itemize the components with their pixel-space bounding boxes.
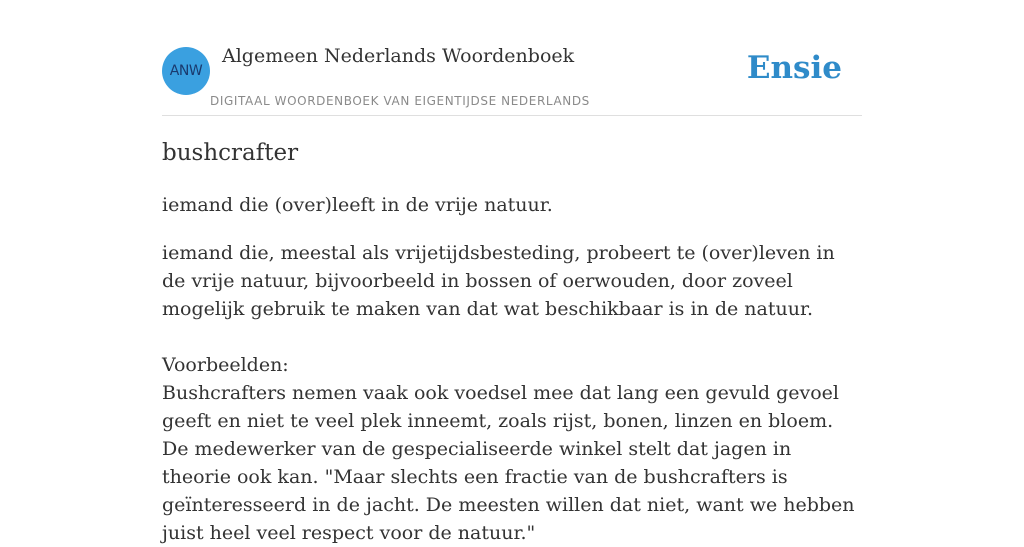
ensie-brand-link[interactable]: Ensie bbox=[746, 50, 842, 86]
example-text: Bushcrafters nemen vaak ook voedsel mee dat lang een gevuld gevoel geeft en niet te veel plek inneemt, zoals rijst, bonen, linzen en bloem. De medewerker van de gespecialiseerde winkel stelt dat jagen in theorie ook kan. "Maar slechts een fractie van de bushcrafters is geïnteresseerd in de jacht. De meesten willen dat niet, want we hebben juist heel veel respect voor de natuur." bbox=[162, 382, 855, 544]
examples-label: Voorbeelden: bbox=[162, 354, 289, 376]
short-definition: iemand die (over)leeft in de vrije natuur. bbox=[162, 194, 553, 216]
anw-logo[interactable] bbox=[162, 47, 210, 95]
site-header bbox=[162, 0, 862, 116]
long-definition: iemand die, meestal als vrijetijdsbesteding, probeert te (over)leven in de vrije natuur, bijvoorbeeld in bossen of oerwouden, door zoveel mogelijk gebruik te maken van dat wat beschikbaar is in de natuur. bbox=[162, 242, 835, 320]
long-definition-block bbox=[162, 239, 862, 547]
content-container bbox=[162, 0, 862, 544]
logo-text: ANW bbox=[169, 63, 203, 79]
site-title[interactable]: Algemeen Nederlands Woordenboek bbox=[222, 45, 575, 67]
site-subtitle: DIGITAAL WOORDENBOEK VAN EIGENTIJDSE NEDERLANDS bbox=[210, 94, 590, 108]
entry-title: bushcrafter bbox=[162, 140, 299, 166]
